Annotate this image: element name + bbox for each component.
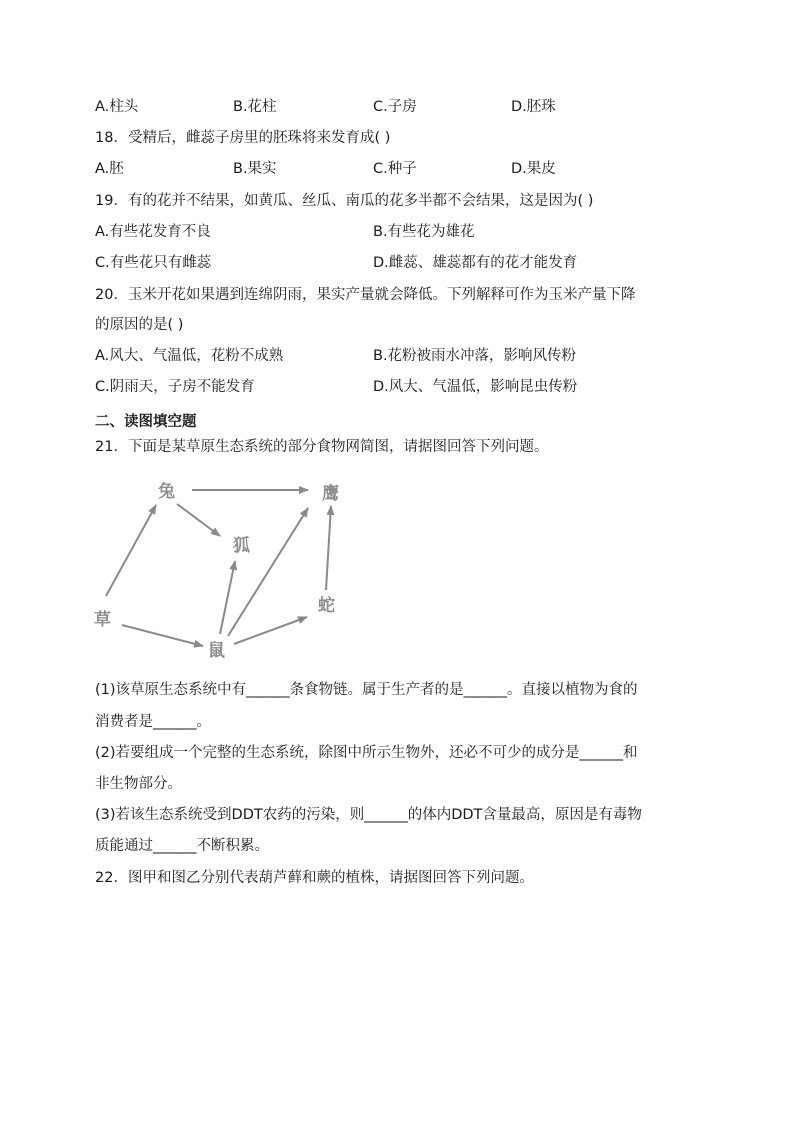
q18-option-b: B.果实: [233, 161, 277, 177]
q22-stem: 22．图甲和图乙分别代表葫芦藓和蕨的植株，请据图回答下列问题。: [95, 870, 534, 886]
q17-option-b: B.花柱: [233, 99, 277, 115]
arrow-mouse-fox: [220, 561, 235, 634]
q19-stem: 19．有的花并不结果，如黄瓜、丝瓜、南瓜的花多半都不会结果，这是因为( ): [95, 193, 594, 209]
q21-sub2-line2: 非生物部分。: [95, 776, 182, 792]
node-fox: 狐: [233, 536, 250, 556]
node-snake: 蛇: [318, 596, 335, 616]
arrow-grass-rabbit: [106, 505, 156, 596]
node-mouse: 鼠: [208, 641, 225, 661]
q21-sub3-line2: 质能通过______不断积累。: [95, 838, 269, 854]
q17-option-c: C.子房: [373, 99, 417, 115]
arrow-grass-mouse: [122, 625, 203, 646]
q19-option-b: B.有些花为雄花: [373, 224, 475, 240]
q18-option-d: D.果皮: [511, 161, 556, 177]
arrow-rabbit-fox: [177, 504, 220, 536]
q19-option-a: A.有些花发育不良: [95, 224, 211, 240]
section-title: 二、读图填空题: [95, 414, 197, 430]
q21-stem: 21．下面是某草原生态系统的部分食物网简图，请据图回答下列问题。: [95, 439, 549, 455]
q20-option-c: C.阴雨天，子房不能发育: [95, 379, 255, 395]
q19-option-d: D.雌蕊、雄蕊都有的花才能发育: [373, 255, 578, 271]
q21-sub1-line2: 消费者是______。: [95, 714, 211, 730]
food-web-diagram: [90, 470, 370, 670]
node-eagle: 鹰: [322, 484, 339, 504]
q20-stem-line2: 的原因的是( ): [95, 317, 184, 333]
node-grass: 草: [94, 610, 111, 630]
arrow-mouse-snake: [234, 617, 307, 644]
arrow-snake-eagle: [326, 506, 331, 590]
q20-option-a: A.风大、气温低，花粉不成熟: [95, 348, 284, 364]
q18-stem: 18．受精后，雌蕊子房里的胚珠将来发育成( ): [95, 130, 391, 146]
q20-option-b: B.花粉被雨水冲落，影响风传粉: [373, 348, 577, 364]
node-rabbit: 兔: [158, 482, 175, 502]
q19-option-c: C.有些花只有雌蕊: [95, 255, 212, 271]
q17-option-a: A.柱头: [95, 99, 139, 115]
q21-sub1-line1: (1)该草原生态系统中有______条食物链。属于生产者的是______。直接以植物为食的: [95, 682, 638, 698]
q17-option-d: D.胚珠: [511, 99, 556, 115]
q20-stem-line1: 20．玉米开花如果遇到连绵阴雨，果实产量就会降低。下列解释可作为玉米产量下降: [95, 287, 636, 303]
arrow-mouse-eagle: [228, 508, 308, 636]
q18-option-c: C.种子: [373, 161, 417, 177]
q20-option-d: D.风大、气温低，影响昆虫传粉: [373, 379, 578, 395]
q21-sub2-line1: (2)若要组成一个完整的生态系统，除图中所示生物外，还必不可少的成分是______和: [95, 745, 638, 761]
q18-option-a: A.胚: [95, 161, 124, 177]
q21-sub3-line1: (3)若该生态系统受到DDT农药的污染，则______的体内DDT含量最高，原因是有毒物: [95, 807, 642, 823]
